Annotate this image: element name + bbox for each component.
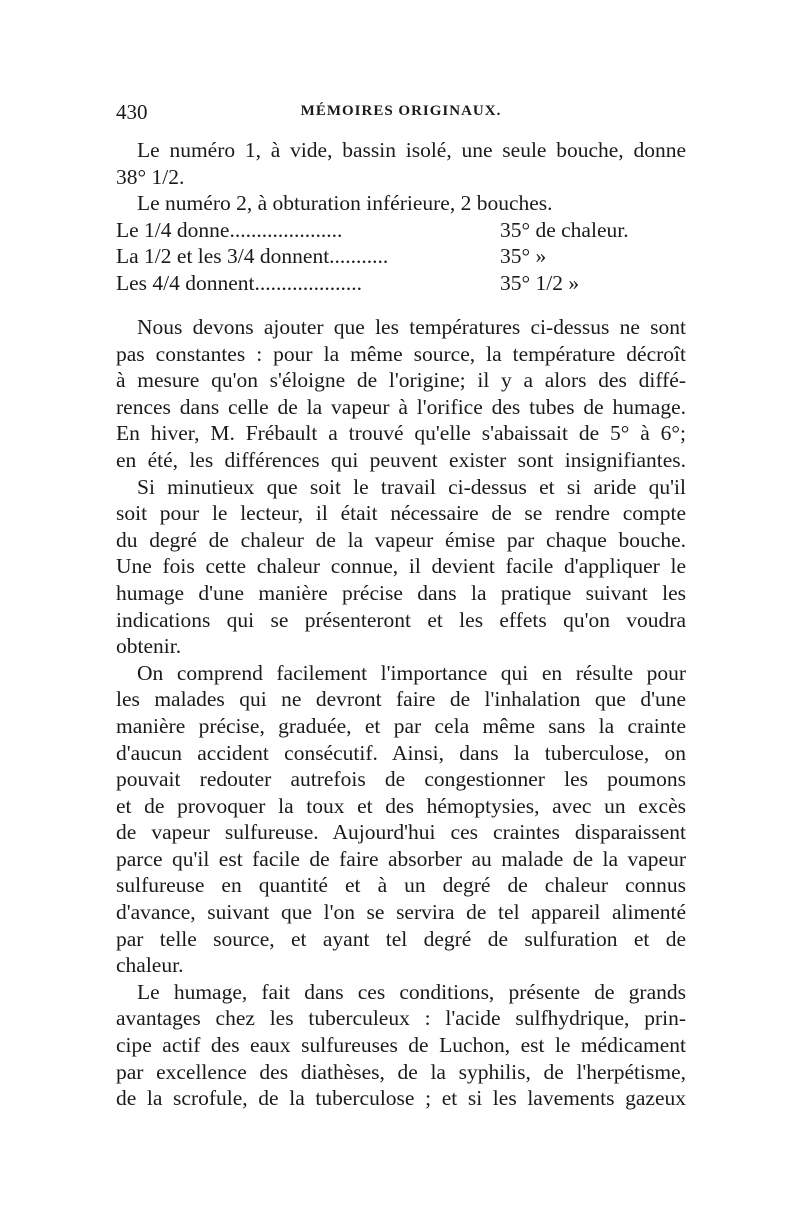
row-value: 35° » xyxy=(500,244,547,269)
text-line: Nous devons ajouter que les températures ci-dessus ne sont xyxy=(137,315,686,339)
text-line: 38° 1/2. xyxy=(116,164,185,189)
row-label: Le 1/4 donne..................... xyxy=(116,217,343,242)
text-line: rences dans celle de la vapeur à l'orifice des tubes de humage. xyxy=(116,394,686,419)
page-header xyxy=(116,100,686,126)
temperature-row xyxy=(116,243,686,270)
text-line: obtenir. xyxy=(116,634,182,659)
text-line: parce qu'il est facile de faire absorber au malade de la vapeur xyxy=(116,846,686,871)
paragraph xyxy=(116,314,686,474)
running-title: MÉMOIRES ORIGINAUX. xyxy=(300,103,502,119)
row-value: 35° 1/2 » xyxy=(500,270,580,295)
paragraph xyxy=(116,474,686,660)
text-line: les malades qui ne devront faire de l'inhalation que d'une xyxy=(116,687,686,712)
text-line: de la scrofule, de la tuberculose ; et si les lavements gazeux xyxy=(116,1086,686,1111)
text-line: et de provoquer la toux et des hémoptysies, avec un excès xyxy=(116,793,686,818)
text-line: soit pour le lecteur, il était nécessaire de se rendre compte xyxy=(116,501,686,526)
text-line: d'avance, suivant que l'on se servira de tel appareil alimenté xyxy=(116,900,686,925)
text-line: indications qui se présenteront et les effets qu'on voudra xyxy=(116,607,686,632)
body-text xyxy=(116,314,686,1112)
row-label: Les 4/4 donnent.................... xyxy=(116,270,363,295)
text-line: manière précise, graduée, et par cela même sans la crainte xyxy=(116,713,686,738)
text-line: Le numéro 2, à obturation inférieure, 2 bouches. xyxy=(137,191,553,216)
text-line: On comprend facilement l'importance qui en résulte pour xyxy=(137,660,686,685)
text-line: chaleur. xyxy=(116,953,184,978)
intro-block xyxy=(116,137,686,297)
temperature-row xyxy=(116,217,686,244)
row-value: 35° de chaleur. xyxy=(500,217,629,242)
temperature-row xyxy=(116,270,686,297)
text-line: à mesure qu'on s'éloigne de l'origine; il y a alors des diffé- xyxy=(116,368,686,393)
paragraph xyxy=(116,979,686,1112)
text-line: Le numéro 1, à vide, bassin isolé, une seule bouche, donne xyxy=(137,138,686,162)
text-line: Le humage, fait dans ces conditions, présente de grands xyxy=(137,979,686,1004)
text-line: pouvait redouter autrefois de congestionner les poumons xyxy=(116,767,686,792)
text-line: Si minutieux que soit le travail ci-dessus et si aride qu'il xyxy=(137,474,686,499)
text-line: de vapeur sulfureuse. Aujourd'hui ces craintes disparaissent xyxy=(116,820,686,845)
text-line: En hiver, M. Frébault a trouvé qu'elle s'abaissait de 5° à 6°; xyxy=(116,421,686,446)
text-line: par excellence des diathèses, de la syphilis, de l'herpétisme, xyxy=(116,1059,686,1084)
text-line: Une fois cette chaleur connue, il devient facile d'appliquer le xyxy=(116,554,686,579)
text-line: humage d'une manière précise dans la pratique suivant les xyxy=(116,580,686,605)
text-line: du degré de chaleur de la vapeur émise par chaque bouche. xyxy=(116,527,686,552)
text-line: par telle source, et ayant tel degré de sulfuration et de xyxy=(116,926,686,951)
paragraph xyxy=(116,660,686,979)
text-line: en été, les différences qui peuvent exister sont insignifiantes. xyxy=(116,447,686,472)
text-line: d'aucun accident consécutif. Ainsi, dans la tuberculose, on xyxy=(116,740,686,765)
page-number: 430 xyxy=(116,100,148,124)
row-label: La 1/2 et les 3/4 donnent........... xyxy=(116,244,389,269)
text-line: cipe actif des eaux sulfureuses de Luchon, est le médicament xyxy=(116,1033,686,1058)
text-line: sulfureuse en quantité et à un degré de chaleur connus xyxy=(116,873,686,898)
text-line: pas constantes : pour la même source, la température décroît xyxy=(116,341,686,366)
text-line: avantages chez les tuberculeux : l'acide sulfhydrique, prin- xyxy=(116,1006,686,1031)
